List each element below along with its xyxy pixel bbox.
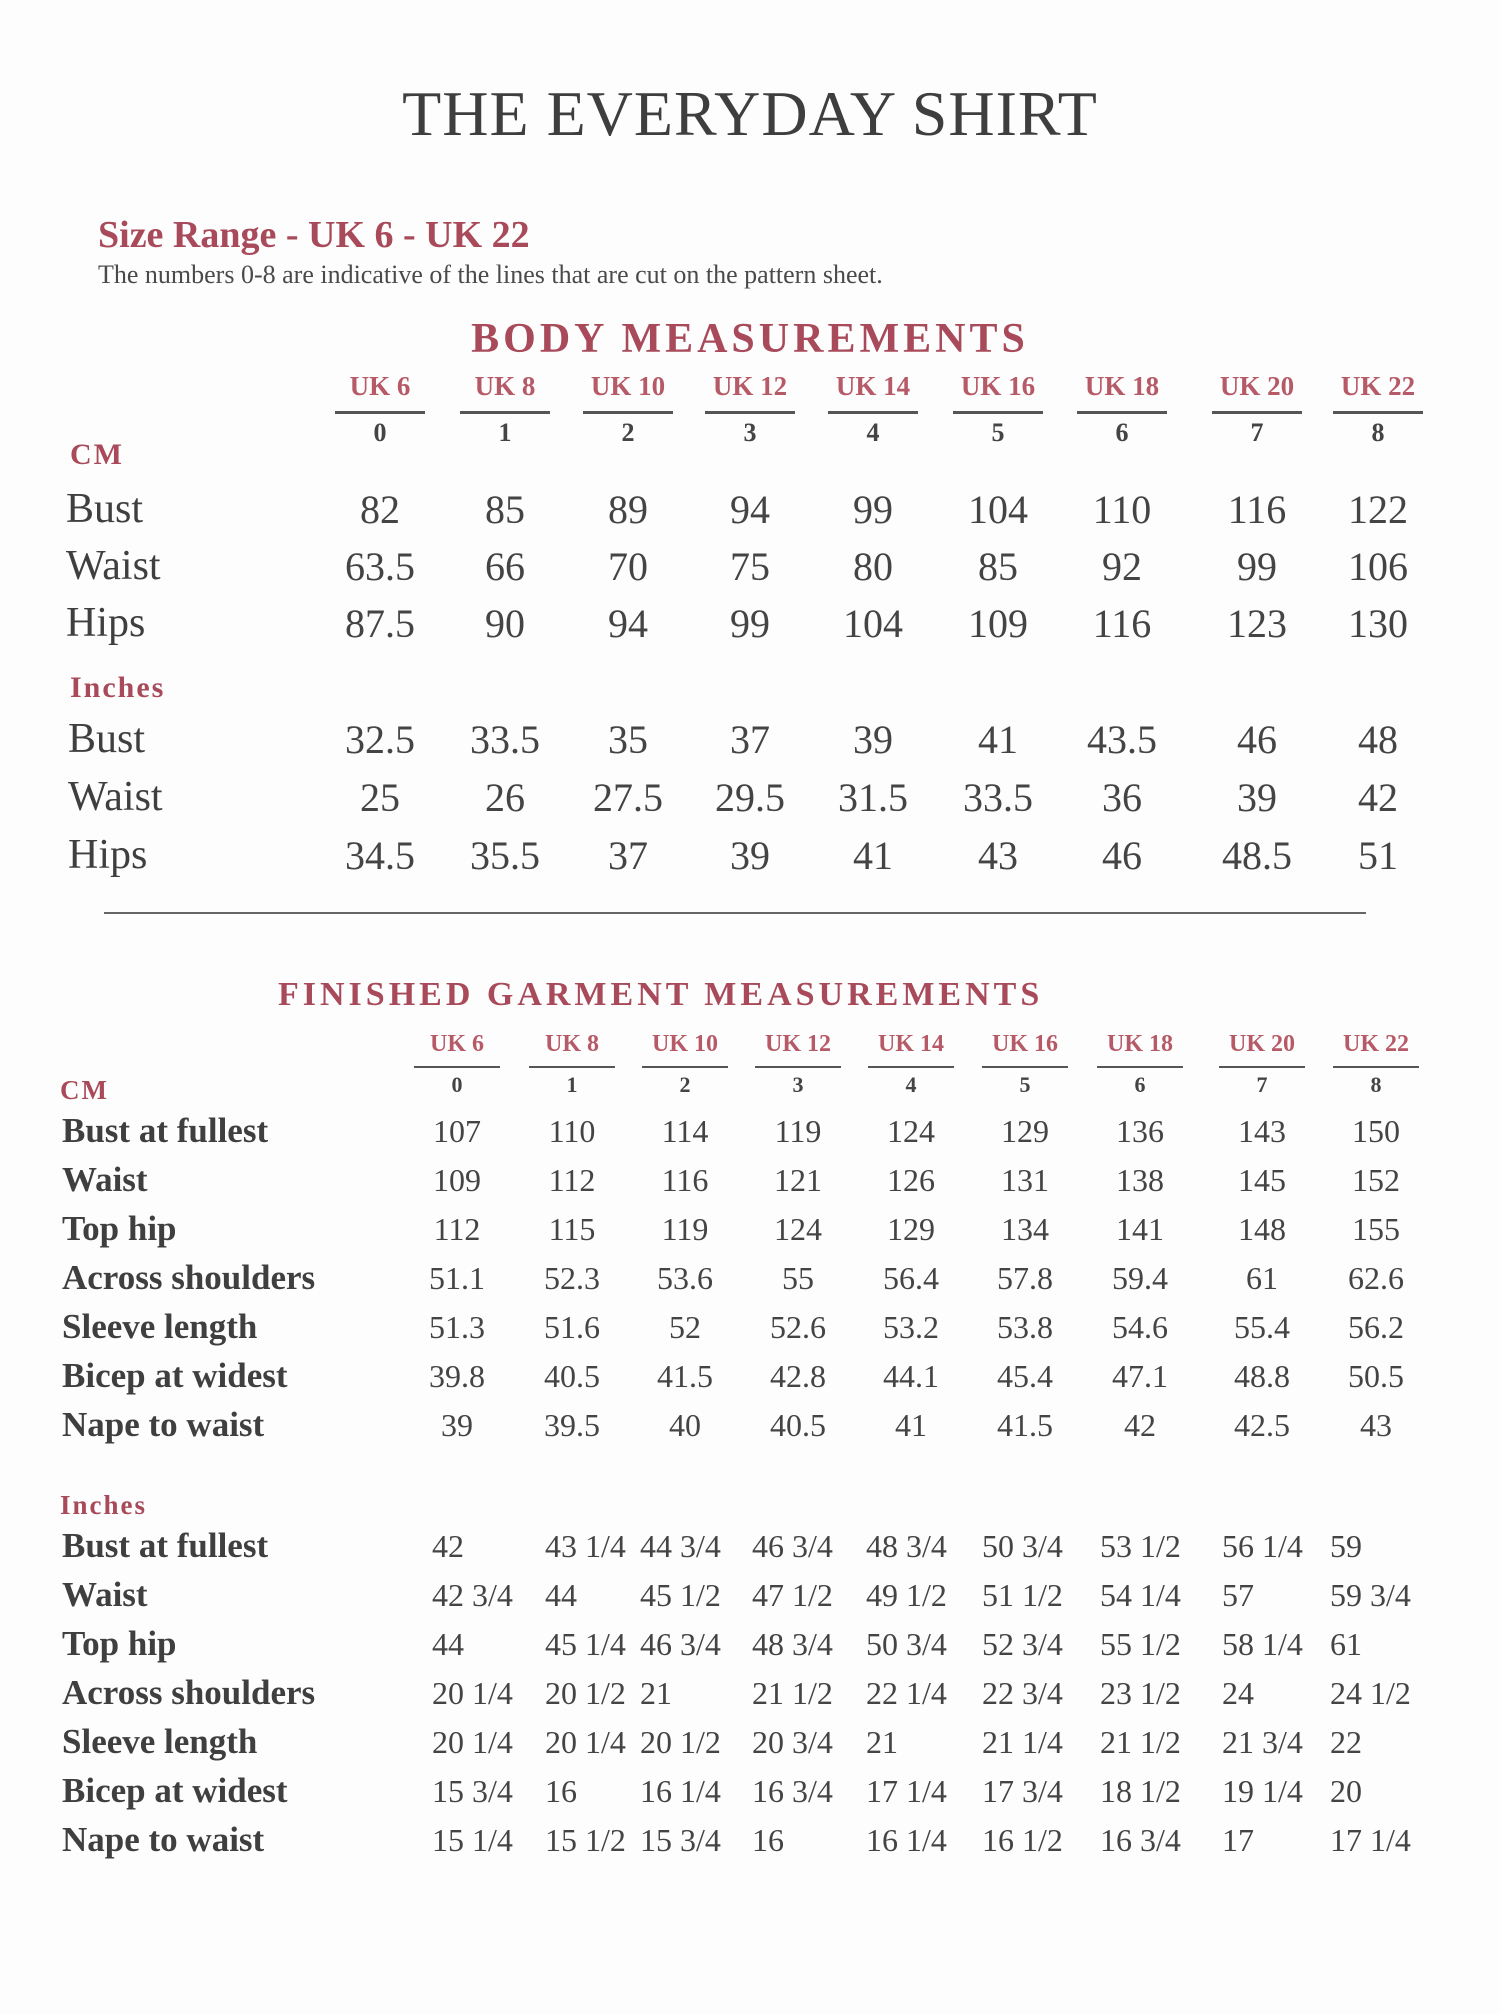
table-cell: 121 xyxy=(774,1162,822,1198)
table-cell: 20 xyxy=(1330,1773,1362,1809)
size-label: UK 22 xyxy=(1340,371,1416,401)
table-cell: 106 xyxy=(1348,544,1408,589)
table-cell: 48 3/4 xyxy=(866,1528,947,1564)
table-cell: 55 1/2 xyxy=(1100,1626,1181,1662)
table-cell: 82 xyxy=(360,487,400,532)
table-cell: 50 3/4 xyxy=(982,1528,1063,1564)
table-cell: 46 3/4 xyxy=(640,1626,721,1662)
pattern-line-number: 8 xyxy=(1371,418,1385,447)
column-rule xyxy=(529,1066,615,1068)
table-cell: 89 xyxy=(608,487,648,532)
table-cell: 21 1/2 xyxy=(1100,1724,1181,1760)
table-cell: 55 xyxy=(782,1260,814,1296)
pattern-line-number: 3 xyxy=(792,1072,804,1097)
table-cell: 99 xyxy=(853,487,893,532)
body-col-8 xyxy=(1333,373,1423,446)
table-cell: 115 xyxy=(548,1211,596,1247)
pattern-line-number: 3 xyxy=(743,418,757,447)
table-cell: 31.5 xyxy=(838,775,908,820)
table-cell: 42 xyxy=(1124,1407,1156,1443)
garment-col-8 xyxy=(1333,1032,1419,1096)
table-cell: 15 1/2 xyxy=(545,1822,626,1858)
pattern-line-number: 4 xyxy=(866,418,880,447)
table-cell: 27.5 xyxy=(593,775,663,820)
table-cell: 20 3/4 xyxy=(752,1724,833,1760)
table-cell: 104 xyxy=(968,487,1028,532)
size-label: UK 10 xyxy=(652,1031,718,1057)
size-label: UK 12 xyxy=(765,1031,831,1057)
page-title: THE EVERYDAY SHIRT xyxy=(402,78,1098,149)
garment-col-3 xyxy=(755,1032,841,1096)
table-cell: 126 xyxy=(887,1162,935,1198)
row-label: Bicep at widest xyxy=(62,1771,288,1810)
table-cell: 59 3/4 xyxy=(1330,1577,1411,1613)
table-cell: 42 xyxy=(1358,775,1398,820)
pattern-line-number: 0 xyxy=(373,418,387,447)
table-cell: 107 xyxy=(433,1113,481,1149)
row-label: Across shoulders xyxy=(62,1258,316,1297)
table-cell: 54 1/4 xyxy=(1100,1577,1181,1613)
table-cell: 130 xyxy=(1348,601,1408,646)
table-cell: 94 xyxy=(730,487,770,532)
table-cell: 119 xyxy=(774,1113,822,1149)
table-cell: 21 xyxy=(866,1724,898,1760)
table-cell: 26 xyxy=(485,775,525,820)
table-cell: 99 xyxy=(730,601,770,646)
column-rule xyxy=(460,411,550,414)
column-rule xyxy=(414,1066,500,1068)
garment-inches-label: Inches xyxy=(60,1490,148,1520)
table-cell: 43 xyxy=(978,833,1018,878)
table-cell: 39 xyxy=(730,833,770,878)
table-cell: 87.5 xyxy=(345,601,415,646)
table-cell: 56 1/4 xyxy=(1222,1528,1303,1564)
size-label: UK 8 xyxy=(545,1031,599,1057)
table-cell: 51 xyxy=(1358,833,1398,878)
body-inches-label: Inches xyxy=(70,671,166,704)
table-cell: 42 xyxy=(432,1528,464,1564)
table-cell: 40.5 xyxy=(544,1358,600,1394)
row-label: Bust xyxy=(68,716,146,762)
pattern-line-number: 1 xyxy=(566,1072,578,1097)
table-cell: 17 1/4 xyxy=(866,1773,947,1809)
size-label: UK 20 xyxy=(1229,1031,1295,1057)
table-cell: 29.5 xyxy=(715,775,785,820)
size-label: UK 12 xyxy=(712,371,788,401)
garment-col-4 xyxy=(868,1032,954,1096)
table-cell: 110 xyxy=(1092,487,1152,532)
pattern-line-number: 2 xyxy=(679,1072,691,1097)
table-cell: 20 1/2 xyxy=(640,1724,721,1760)
table-cell: 129 xyxy=(887,1211,935,1247)
column-rule xyxy=(828,411,918,414)
table-cell: 124 xyxy=(774,1211,822,1247)
size-label: UK 6 xyxy=(430,1031,484,1057)
row-label: Bust at fullest xyxy=(62,1111,269,1150)
column-rule xyxy=(1097,1066,1183,1068)
size-note: The numbers 0-8 are indicative of the lines that are cut on the pattern sheet. xyxy=(98,260,883,289)
table-cell: 16 xyxy=(752,1822,784,1858)
table-cell: 53 1/2 xyxy=(1100,1528,1181,1564)
table-cell: 35 xyxy=(608,717,648,762)
table-cell: 44.1 xyxy=(883,1358,939,1394)
table-cell: 17 1/4 xyxy=(1330,1822,1411,1858)
table-cell: 37 xyxy=(608,833,648,878)
body-col-3 xyxy=(705,373,795,446)
table-cell: 75 xyxy=(730,544,770,589)
table-cell: 33.5 xyxy=(470,717,540,762)
table-cell: 21 1/2 xyxy=(752,1675,833,1711)
row-label: Nape to waist xyxy=(62,1405,265,1444)
table-cell: 43 1/4 xyxy=(545,1528,626,1564)
table-cell: 70 xyxy=(608,544,648,589)
table-cell: 20 1/4 xyxy=(545,1724,626,1760)
table-cell: 94 xyxy=(608,601,648,646)
table-cell: 51.3 xyxy=(429,1309,485,1345)
table-cell: 119 xyxy=(661,1211,709,1247)
column-rule xyxy=(642,1066,728,1068)
table-cell: 99 xyxy=(1237,544,1277,589)
column-rule xyxy=(335,411,425,414)
table-cell: 152 xyxy=(1352,1162,1400,1198)
table-cell: 15 3/4 xyxy=(640,1822,721,1858)
table-cell: 112 xyxy=(548,1162,596,1198)
table-cell: 43 xyxy=(1360,1407,1392,1443)
table-cell: 138 xyxy=(1116,1162,1164,1198)
column-rule xyxy=(868,1066,954,1068)
row-label: Bust at fullest xyxy=(62,1526,269,1565)
table-cell: 51.1 xyxy=(429,1260,485,1296)
table-cell: 41 xyxy=(978,717,1018,762)
table-cell: 58 1/4 xyxy=(1222,1626,1303,1662)
column-rule xyxy=(982,1066,1068,1068)
table-cell: 41.5 xyxy=(657,1358,713,1394)
section-divider xyxy=(104,912,1366,914)
table-cell: 66 xyxy=(485,544,525,589)
table-cell: 39.5 xyxy=(544,1407,600,1443)
table-cell: 39 xyxy=(853,717,893,762)
table-cell: 18 1/2 xyxy=(1100,1773,1181,1809)
column-rule xyxy=(1212,411,1302,414)
table-cell: 45 1/4 xyxy=(545,1626,626,1662)
table-cell: 56.4 xyxy=(883,1260,939,1296)
size-label: UK 22 xyxy=(1343,1031,1409,1057)
pattern-line-number: 0 xyxy=(451,1072,463,1097)
table-cell: 54.6 xyxy=(1112,1309,1168,1345)
column-rule xyxy=(705,411,795,414)
table-cell: 116 xyxy=(1092,601,1152,646)
table-cell: 22 1/4 xyxy=(866,1675,947,1711)
table-cell: 56.2 xyxy=(1348,1309,1404,1345)
table-cell: 51 1/2 xyxy=(982,1577,1063,1613)
table-cell: 48.8 xyxy=(1234,1358,1290,1394)
table-cell: 129 xyxy=(1001,1113,1049,1149)
table-cell: 109 xyxy=(433,1162,481,1198)
table-cell: 22 3/4 xyxy=(982,1675,1063,1711)
size-label: UK 16 xyxy=(960,371,1036,401)
table-cell: 32.5 xyxy=(345,717,415,762)
size-label: UK 18 xyxy=(1107,1031,1173,1057)
body-cm-label: CM xyxy=(70,438,124,471)
row-label: Sleeve length xyxy=(62,1722,258,1761)
table-cell: 41 xyxy=(895,1407,927,1443)
column-rule xyxy=(1219,1066,1305,1068)
table-cell: 90 xyxy=(485,601,525,646)
table-cell: 42.5 xyxy=(1234,1407,1290,1443)
size-label: UK 18 xyxy=(1084,371,1160,401)
row-label: Across shoulders xyxy=(62,1673,316,1712)
table-cell: 122 xyxy=(1348,487,1408,532)
table-cell: 123 xyxy=(1227,601,1287,646)
table-cell: 45.4 xyxy=(997,1358,1053,1394)
size-label: UK 14 xyxy=(878,1031,944,1057)
table-cell: 50.5 xyxy=(1348,1358,1404,1394)
table-cell: 45 1/2 xyxy=(640,1577,721,1613)
table-cell: 80 xyxy=(853,544,893,589)
table-cell: 39.8 xyxy=(429,1358,485,1394)
pattern-line-number: 8 xyxy=(1370,1072,1382,1097)
table-cell: 37 xyxy=(730,717,770,762)
table-cell: 148 xyxy=(1238,1211,1286,1247)
row-label: Hips xyxy=(68,832,148,878)
table-cell: 124 xyxy=(887,1113,935,1149)
size-label: UK 10 xyxy=(590,371,666,401)
table-cell: 52.3 xyxy=(544,1260,600,1296)
table-cell: 59.4 xyxy=(1112,1260,1168,1296)
size-label: UK 14 xyxy=(835,371,911,401)
row-label: Sleeve length xyxy=(62,1307,258,1346)
table-cell: 114 xyxy=(661,1113,709,1149)
table-cell: 136 xyxy=(1116,1113,1164,1149)
table-cell: 52 xyxy=(669,1309,701,1345)
table-cell: 46 xyxy=(1102,833,1142,878)
table-cell: 63.5 xyxy=(345,544,415,589)
size-label: UK 8 xyxy=(474,371,536,401)
table-cell: 41 xyxy=(853,833,893,878)
table-cell: 145 xyxy=(1238,1162,1286,1198)
size-label: UK 16 xyxy=(992,1031,1058,1057)
table-cell: 42 3/4 xyxy=(432,1577,513,1613)
table-cell: 62.6 xyxy=(1348,1260,1404,1296)
table-cell: 46 3/4 xyxy=(752,1528,833,1564)
table-cell: 47 1/2 xyxy=(752,1577,833,1613)
row-label: Waist xyxy=(66,543,161,589)
table-cell: 40.5 xyxy=(770,1407,826,1443)
table-cell: 44 xyxy=(545,1577,577,1613)
pattern-line-number: 6 xyxy=(1134,1072,1146,1097)
pattern-line-number: 5 xyxy=(991,418,1005,447)
garment-col-1 xyxy=(529,1032,615,1096)
column-rule xyxy=(1077,411,1167,414)
table-cell: 61 xyxy=(1330,1626,1362,1662)
table-cell: 21 xyxy=(640,1675,672,1711)
table-cell: 24 1/2 xyxy=(1330,1675,1411,1711)
table-cell: 20 1/2 xyxy=(545,1675,626,1711)
size-label: UK 20 xyxy=(1219,371,1295,401)
garment-measurements-heading: FINISHED GARMENT MEASUREMENTS xyxy=(278,976,1044,1013)
table-cell: 17 xyxy=(1222,1822,1254,1858)
table-cell: 104 xyxy=(843,601,903,646)
table-cell: 33.5 xyxy=(963,775,1033,820)
table-cell: 35.5 xyxy=(470,833,540,878)
table-cell: 85 xyxy=(978,544,1018,589)
size-label: UK 6 xyxy=(349,371,411,401)
garment-col-0 xyxy=(414,1032,500,1096)
table-cell: 150 xyxy=(1352,1113,1400,1149)
table-cell: 116 xyxy=(661,1162,709,1198)
table-cell: 19 1/4 xyxy=(1222,1773,1303,1809)
table-cell: 34.5 xyxy=(345,833,415,878)
pattern-line-number: 1 xyxy=(498,418,512,447)
column-rule xyxy=(1333,1066,1419,1068)
body-col-4 xyxy=(828,373,918,446)
table-cell: 21 3/4 xyxy=(1222,1724,1303,1760)
row-label: Top hip xyxy=(62,1624,177,1663)
table-cell: 43.5 xyxy=(1087,717,1157,762)
table-cell: 57 xyxy=(1222,1577,1254,1613)
table-cell: 16 xyxy=(545,1773,577,1809)
table-cell: 15 1/4 xyxy=(432,1822,513,1858)
table-cell: 52 3/4 xyxy=(982,1626,1063,1662)
row-label: Bicep at widest xyxy=(62,1356,288,1395)
table-cell: 109 xyxy=(968,601,1028,646)
garment-col-2 xyxy=(642,1032,728,1096)
table-cell: 16 3/4 xyxy=(752,1773,833,1809)
row-label: Waist xyxy=(62,1160,148,1199)
body-measurements-heading: BODY MEASUREMENTS xyxy=(471,316,1029,362)
garment-col-5 xyxy=(982,1032,1068,1096)
table-cell: 44 3/4 xyxy=(640,1528,721,1564)
table-cell: 17 3/4 xyxy=(982,1773,1063,1809)
table-cell: 52.6 xyxy=(770,1309,826,1345)
body-col-7 xyxy=(1212,373,1302,446)
table-cell: 143 xyxy=(1238,1113,1286,1149)
table-cell: 53.2 xyxy=(883,1309,939,1345)
table-cell: 92 xyxy=(1102,544,1142,589)
row-label: Bust xyxy=(66,486,144,532)
body-col-0 xyxy=(335,373,425,446)
column-rule xyxy=(583,411,673,414)
table-cell: 25 xyxy=(360,775,400,820)
row-label: Hips xyxy=(66,600,146,646)
column-rule xyxy=(953,411,1043,414)
table-cell: 53.8 xyxy=(997,1309,1053,1345)
body-col-1 xyxy=(460,373,550,446)
body-col-6 xyxy=(1077,373,1167,446)
table-cell: 44 xyxy=(432,1626,464,1662)
pattern-line-number: 2 xyxy=(621,418,635,447)
body-col-2 xyxy=(583,373,673,446)
garment-cm-label: CM xyxy=(60,1075,109,1105)
table-cell: 59 xyxy=(1330,1528,1362,1564)
row-label: Nape to waist xyxy=(62,1820,265,1859)
table-cell: 24 xyxy=(1222,1675,1254,1711)
pattern-line-number: 7 xyxy=(1256,1072,1268,1097)
table-cell: 36 xyxy=(1102,775,1142,820)
table-cell: 112 xyxy=(433,1211,481,1247)
table-cell: 23 1/2 xyxy=(1100,1675,1181,1711)
garment-col-6 xyxy=(1097,1032,1183,1096)
table-cell: 47.1 xyxy=(1112,1358,1168,1394)
table-cell: 155 xyxy=(1352,1211,1400,1247)
table-cell: 42.8 xyxy=(770,1358,826,1394)
row-label: Waist xyxy=(62,1575,148,1614)
table-cell: 40 xyxy=(669,1407,701,1443)
table-cell: 16 1/4 xyxy=(866,1822,947,1858)
column-rule xyxy=(1333,411,1423,414)
pattern-line-number: 4 xyxy=(905,1072,917,1097)
row-label: Top hip xyxy=(62,1209,177,1248)
table-cell: 22 xyxy=(1330,1724,1362,1760)
table-cell: 55.4 xyxy=(1234,1309,1290,1345)
table-cell: 15 3/4 xyxy=(432,1773,513,1809)
table-cell: 20 1/4 xyxy=(432,1724,513,1760)
size-range-heading: Size Range - UK 6 - UK 22 xyxy=(98,214,530,256)
table-cell: 48 xyxy=(1358,717,1398,762)
pattern-line-number: 6 xyxy=(1115,418,1129,447)
table-cell: 39 xyxy=(441,1407,473,1443)
table-cell: 21 1/4 xyxy=(982,1724,1063,1760)
table-cell: 48.5 xyxy=(1222,833,1292,878)
table-cell: 49 1/2 xyxy=(866,1577,947,1613)
table-cell: 48 3/4 xyxy=(752,1626,833,1662)
table-cell: 41.5 xyxy=(997,1407,1053,1443)
table-cell: 116 xyxy=(1227,487,1287,532)
table-cell: 50 3/4 xyxy=(866,1626,947,1662)
table-cell: 16 1/4 xyxy=(640,1773,721,1809)
column-rule xyxy=(755,1066,841,1068)
table-cell: 16 1/2 xyxy=(982,1822,1063,1858)
table-cell: 110 xyxy=(548,1113,596,1149)
table-cell: 141 xyxy=(1116,1211,1164,1247)
body-col-5 xyxy=(953,373,1043,446)
table-cell: 57.8 xyxy=(997,1260,1053,1296)
row-label: Waist xyxy=(68,774,163,820)
garment-col-7 xyxy=(1219,1032,1305,1096)
pattern-line-number: 7 xyxy=(1250,418,1264,447)
table-cell: 20 1/4 xyxy=(432,1675,513,1711)
pattern-line-number: 5 xyxy=(1019,1072,1031,1097)
table-cell: 46 xyxy=(1237,717,1277,762)
table-cell: 51.6 xyxy=(544,1309,600,1345)
table-cell: 16 3/4 xyxy=(1100,1822,1181,1858)
table-cell: 53.6 xyxy=(657,1260,713,1296)
table-cell: 134 xyxy=(1001,1211,1049,1247)
table-cell: 85 xyxy=(485,487,525,532)
table-cell: 61 xyxy=(1246,1260,1278,1296)
table-cell: 131 xyxy=(1001,1162,1049,1198)
table-cell: 39 xyxy=(1237,775,1277,820)
